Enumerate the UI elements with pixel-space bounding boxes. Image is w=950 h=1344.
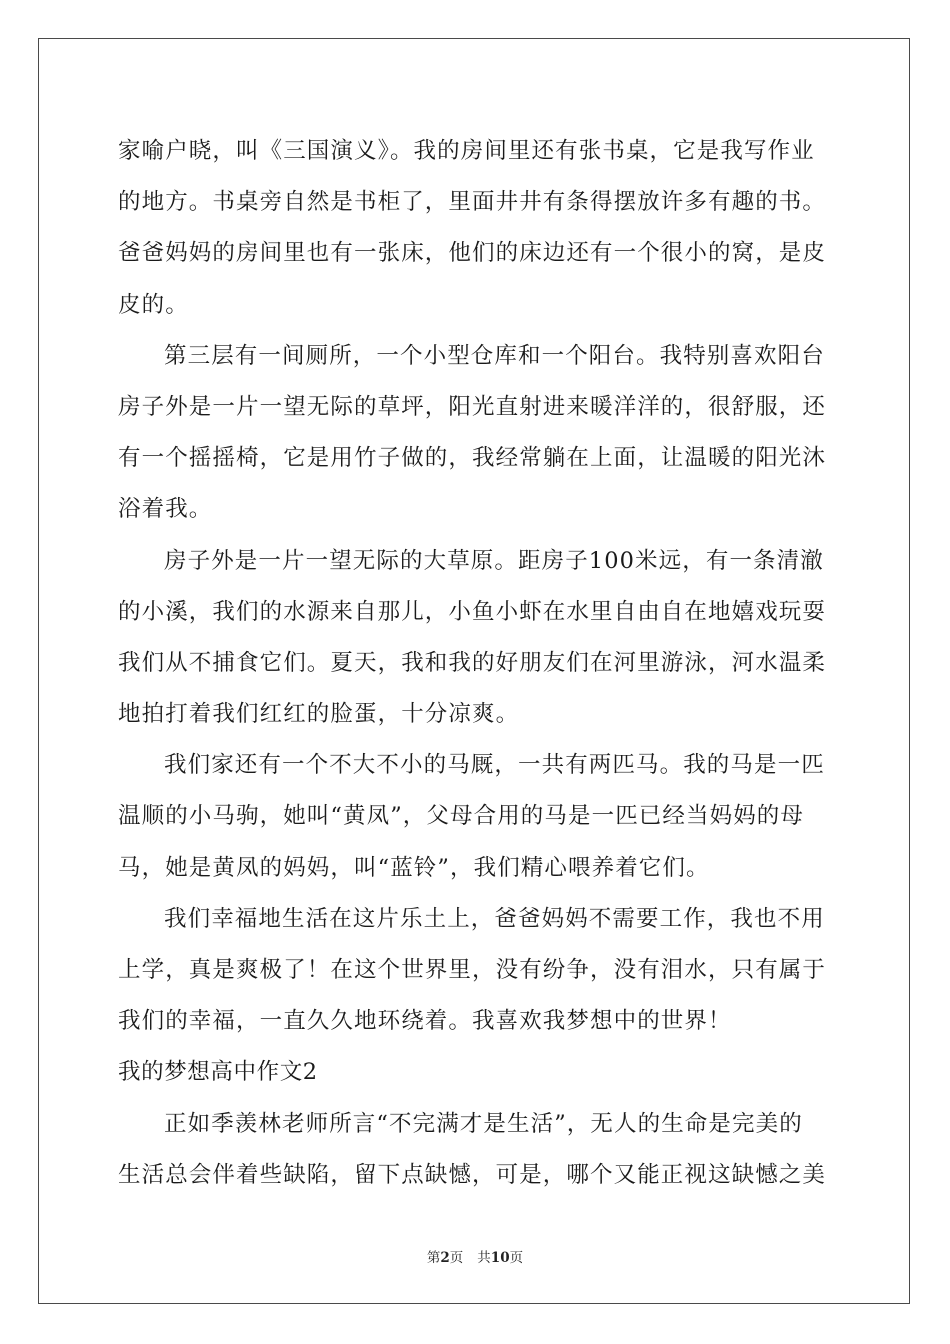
text-line: 我们的幸福，一直久久地环绕着。我喜欢我梦想中的世界！ (118, 1008, 732, 1035)
footer-total-pages: 10 (490, 1250, 510, 1266)
footer-page-prefix: 第 (426, 1250, 441, 1266)
text-line: 皮的。 (118, 291, 189, 318)
text-line: 家喻户晓，叫《三国演义》。我的房间里还有张书桌，它是我写作业 (118, 138, 815, 164)
text-line: 温顺的小马驹，她叫“黄凤”，父母合用的马是一匹已经当妈妈的母 (118, 803, 805, 830)
footer-page-suffix: 页 (449, 1250, 464, 1266)
document-body (118, 126, 838, 1201)
text-line: 爸爸妈妈的房间里也有一张床，他们的床边还有一个很小的窝，是皮 (118, 240, 827, 267)
text-line: 房子外是一片一望无际的大草原。距房子100米远，有一条清澈 (164, 547, 824, 574)
page-footer (0, 1246, 950, 1266)
section-heading: 我的梦想高中作文2 (118, 1059, 318, 1086)
text-line: 第三层有一间厕所，一个小型仓库和一个阳台。我特别喜欢阳台 (164, 342, 825, 369)
text-line: 我们从不捕食它们。夏天，我和我的好朋友们在河里游泳，河水温柔 (118, 649, 827, 676)
text-line: 的小溪，我们的水源来自那儿，小鱼小虾在水里自由自在地嬉戏玩耍 (118, 598, 827, 625)
text-line: 上学，真是爽极了！在这个世界里，没有纷争，没有泪水，只有属于 (118, 957, 827, 983)
text-line: 地拍打着我们红红的脸蛋，十分凉爽。 (118, 701, 520, 728)
text-line: 房子外是一片一望无际的草坪，阳光直射进来暖洋洋的，很舒服，还 (118, 393, 827, 420)
text-line: 我们家还有一个不大不小的马厩，一共有两匹马。我的马是一匹 (164, 752, 825, 779)
text-line: 有一个摇摇椅，它是用竹子做的，我经常躺在上面，让温暖的阳光沐 (118, 445, 827, 472)
text-line: 生活总会伴着些缺陷，留下点缺憾，可是，哪个又能正视这缺憾之美 (118, 1161, 827, 1188)
text-line: 正如季羡林老师所言“不完满才是生活”，无人的生命是完美的 (164, 1110, 803, 1137)
text-line: 我们幸福地生活在这片乐土上，爸爸妈妈不需要工作，我也不用 (164, 905, 825, 932)
footer-page-number: 2 (440, 1250, 450, 1266)
text-line: 的地方。书桌旁自然是书柜了，里面井井有条得摆放许多有趣的书。 (118, 189, 827, 216)
text-line: 浴着我。 (118, 496, 213, 523)
footer-total-prefix: 共 (477, 1250, 491, 1266)
text-line: 马，她是黄凤的妈妈，叫“蓝铃”，我们精心喂养着它们。 (118, 854, 710, 881)
footer-total-suffix: 页 (509, 1250, 524, 1266)
